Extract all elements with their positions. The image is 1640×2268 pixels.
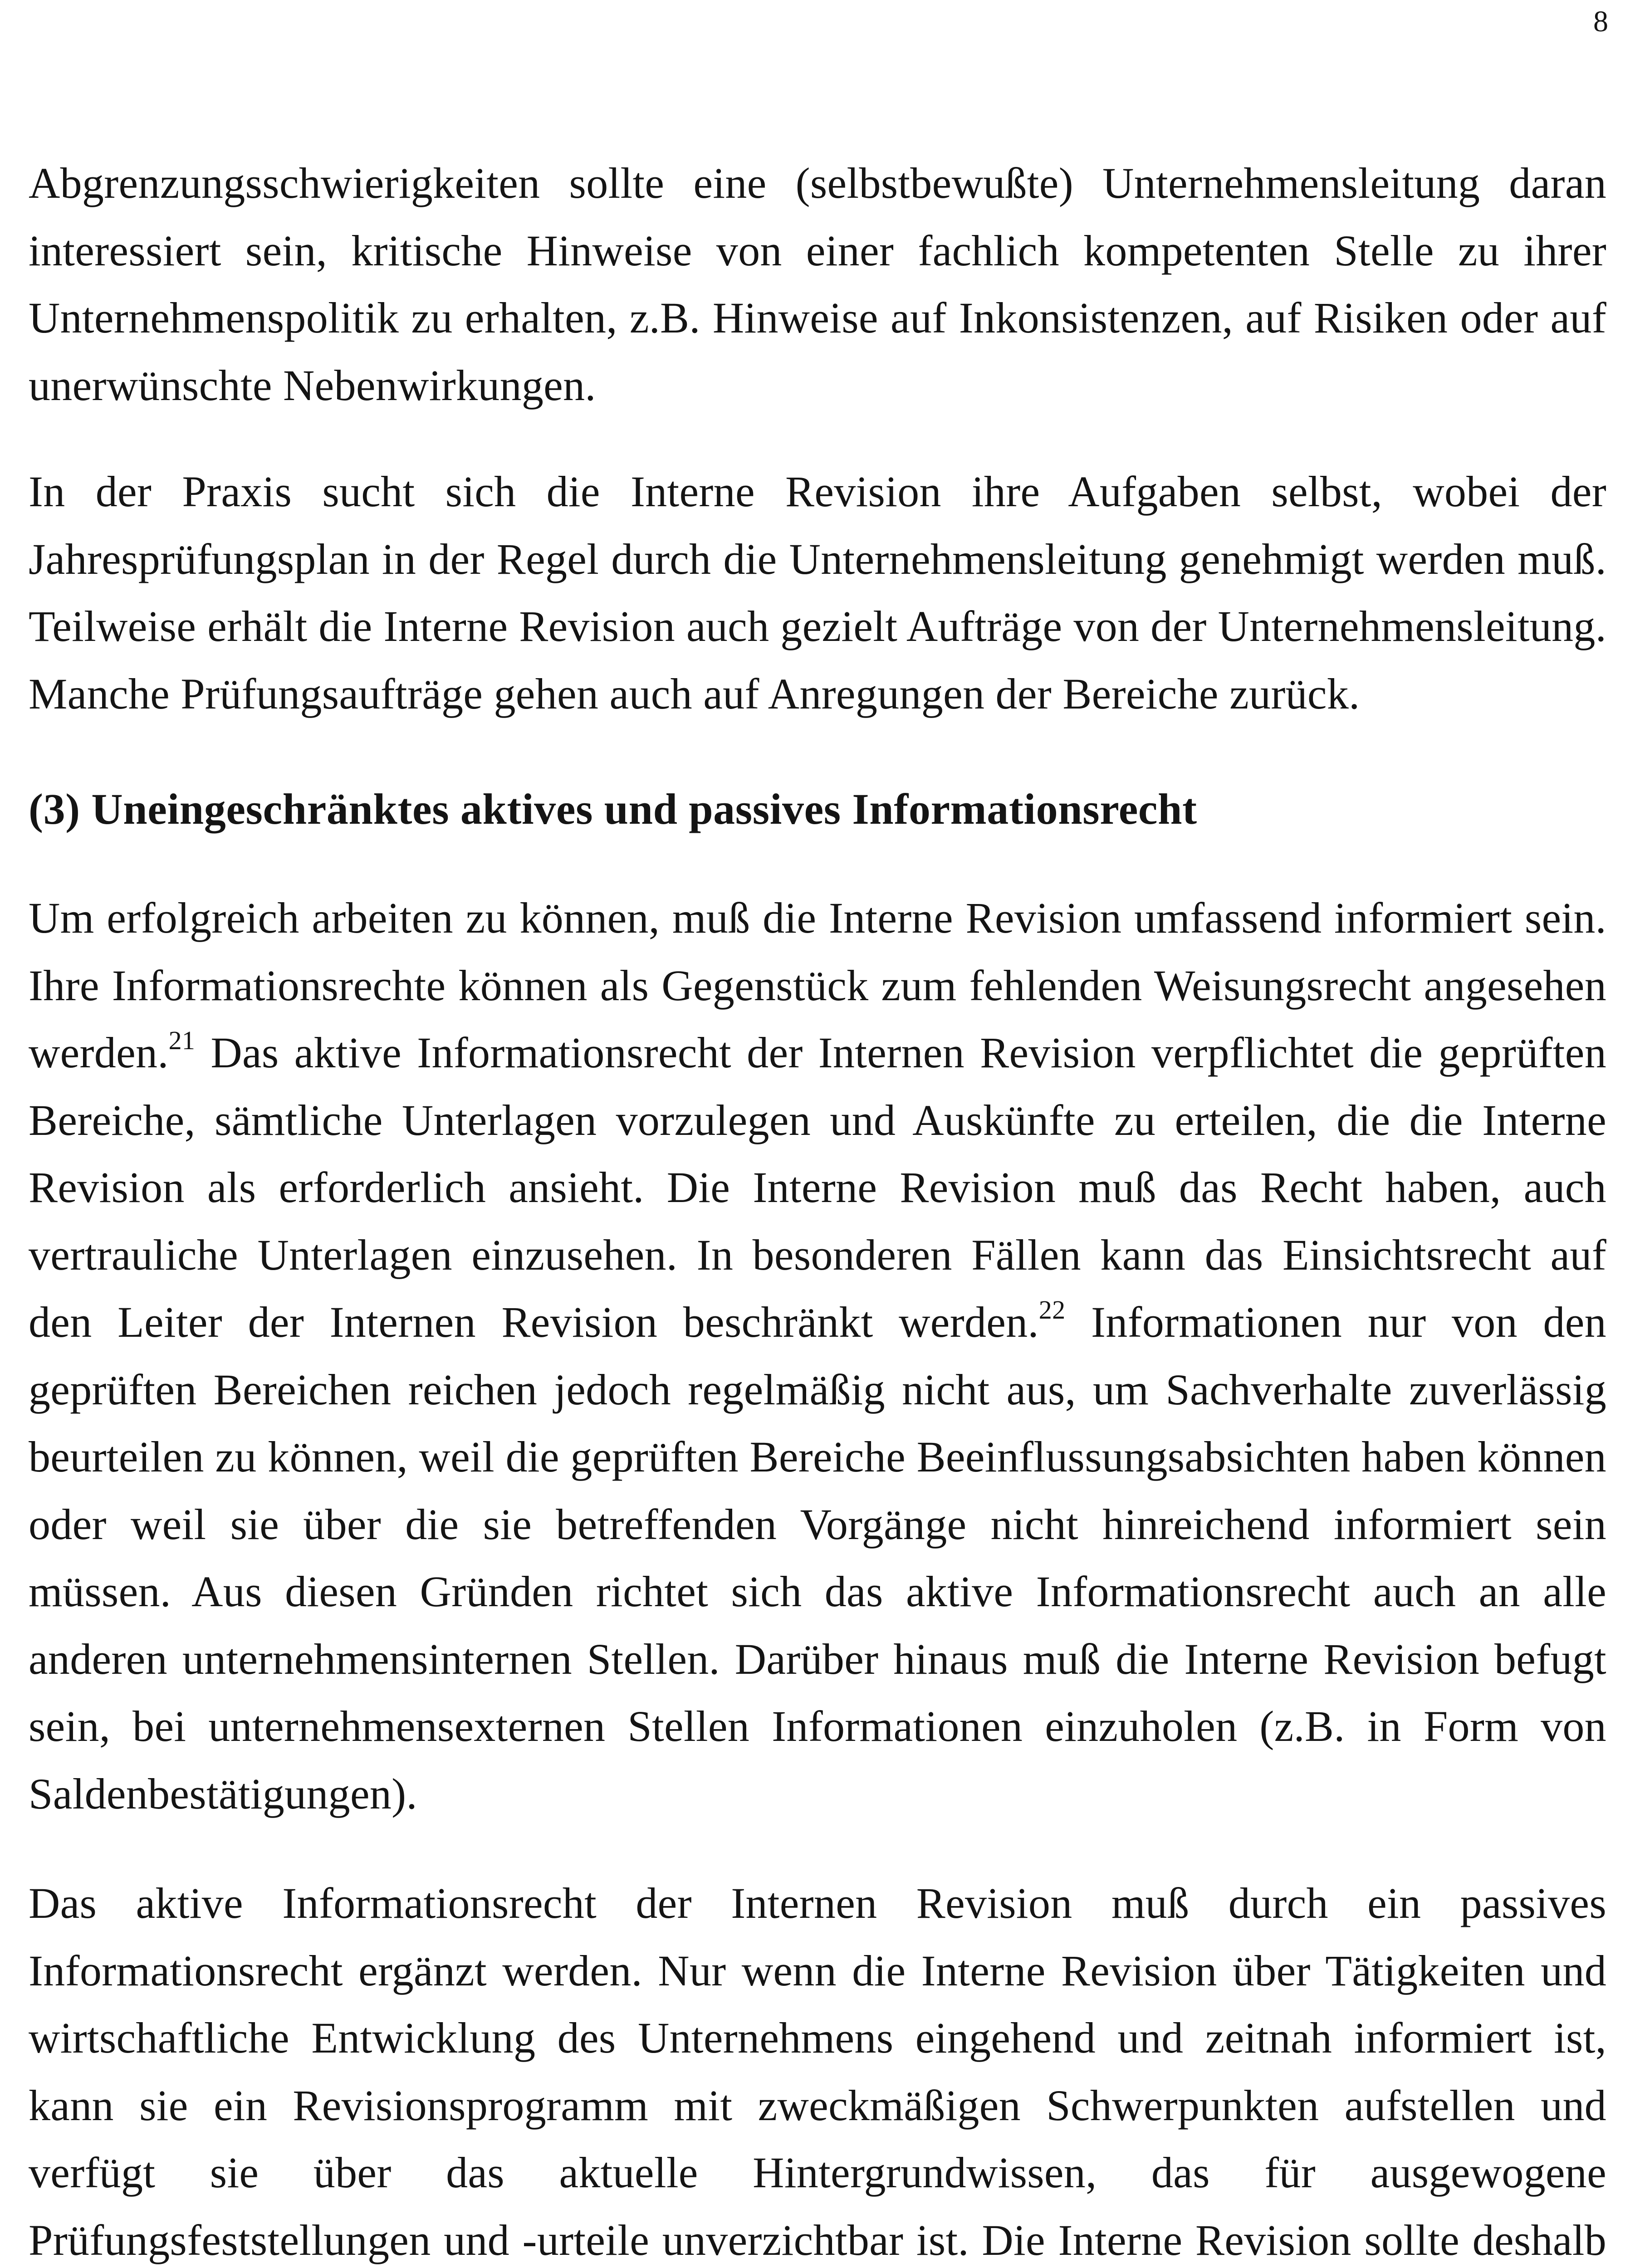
paragraph-2: In der Praxis sucht sich die Interne Revision ihre Aufgaben selbst, wobei der Jahresprüfungsplan in der Regel durch die Unternehmensleitung genehmigt werden muß. Teilweise erhält die Interne Revision auch gezielt Aufträge von der Unternehmensleitung. Manche Prüfungsaufträge gehen auch auf Anregungen der Bereiche zurück. <box>29 467 1606 718</box>
page-number: 8 <box>1593 5 1608 38</box>
paragraph-3 <box>29 885 1606 1828</box>
paragraph-1: Abgrenzungsschwierigkeiten sollte eine (selbstbewußte) Unternehmensleitung daran interessiert sein, kritische Hinweise von einer fachlich kompetenten Stelle zu ihrer Unternehmenspolitik zu erhalten, z.B. Hinweise auf Inkonsistenzen, auf Risiken oder auf unerwünschte Nebenwirkungen. <box>29 159 1606 410</box>
footnote-ref-21[interactable]: 21 <box>168 1026 196 1055</box>
paragraph-4 <box>29 1870 1606 2268</box>
section-heading: (3) Uneingeschränktes aktives und passives Informationsrecht <box>29 785 1197 833</box>
paragraph-3-part-1: Um erfolgreich arbeiten zu können, muß die Interne Revision umfassend informiert sein. Ihre Informationsrechte können als Gegenstück zum fehlenden Weisungsrecht angesehen werden. <box>29 894 1606 1077</box>
paragraph-3-part-3: Informationen nur von den geprüften Bereichen reichen jedoch regelmäßig nicht aus, um Sachverhalte zuverlässig beurteilen zu können, weil die geprüften Bereiche Beeinflussungsabsichten haben können oder weil sie über die sie betreffenden Vorgänge nicht hinreichend informiert sein müssen. Aus diesen Gründen richtet sich das aktive Informationsrecht auch an alle anderen unternehmensinternen Stellen. Darüber hinaus muß die Interne Revision befugt sein, bei unternehmensexternen Stellen Informationen einzuholen (z.B. in Form von Saldenbestätigungen). <box>29 1298 1606 1818</box>
footnote-ref-22[interactable]: 22 <box>1038 1295 1066 1325</box>
paragraph-3-part-2: Das aktive Informationsrecht der Internen Revision verpflichtet die geprüften Bereiche, sämtliche Unterlagen vorzulegen und Auskünfte zu erteilen, die die Interne Revision als erforderlich ansieht. Die Interne Revision muß das Recht haben, auch vertrauliche Unterlagen einzusehen. In besonderen Fällen kann das Einsichtsrecht auf den Leiter der Internen Revision beschränkt werden. <box>29 1028 1606 1346</box>
paragraph-4-text: Das aktive Informationsrecht der Internen Revision muß durch ein passives Informationsrecht ergänzt werden. Nur wenn die Interne Revision über Tätigkeiten und wirtschaftliche Entwicklung des Unternehmens eingehend und zeitnah informiert ist, kann sie ein Revisionsprogramm mit zweckmäßigen Schwerpunkten aufstellen und verfügt sie über das aktuelle Hintergrundwissen, das für ausgewogene Prüfungsfeststellungen und -urteile unverzichtbar ist. Die Interne Revision sollte deshalb <box>29 1879 1606 2264</box>
